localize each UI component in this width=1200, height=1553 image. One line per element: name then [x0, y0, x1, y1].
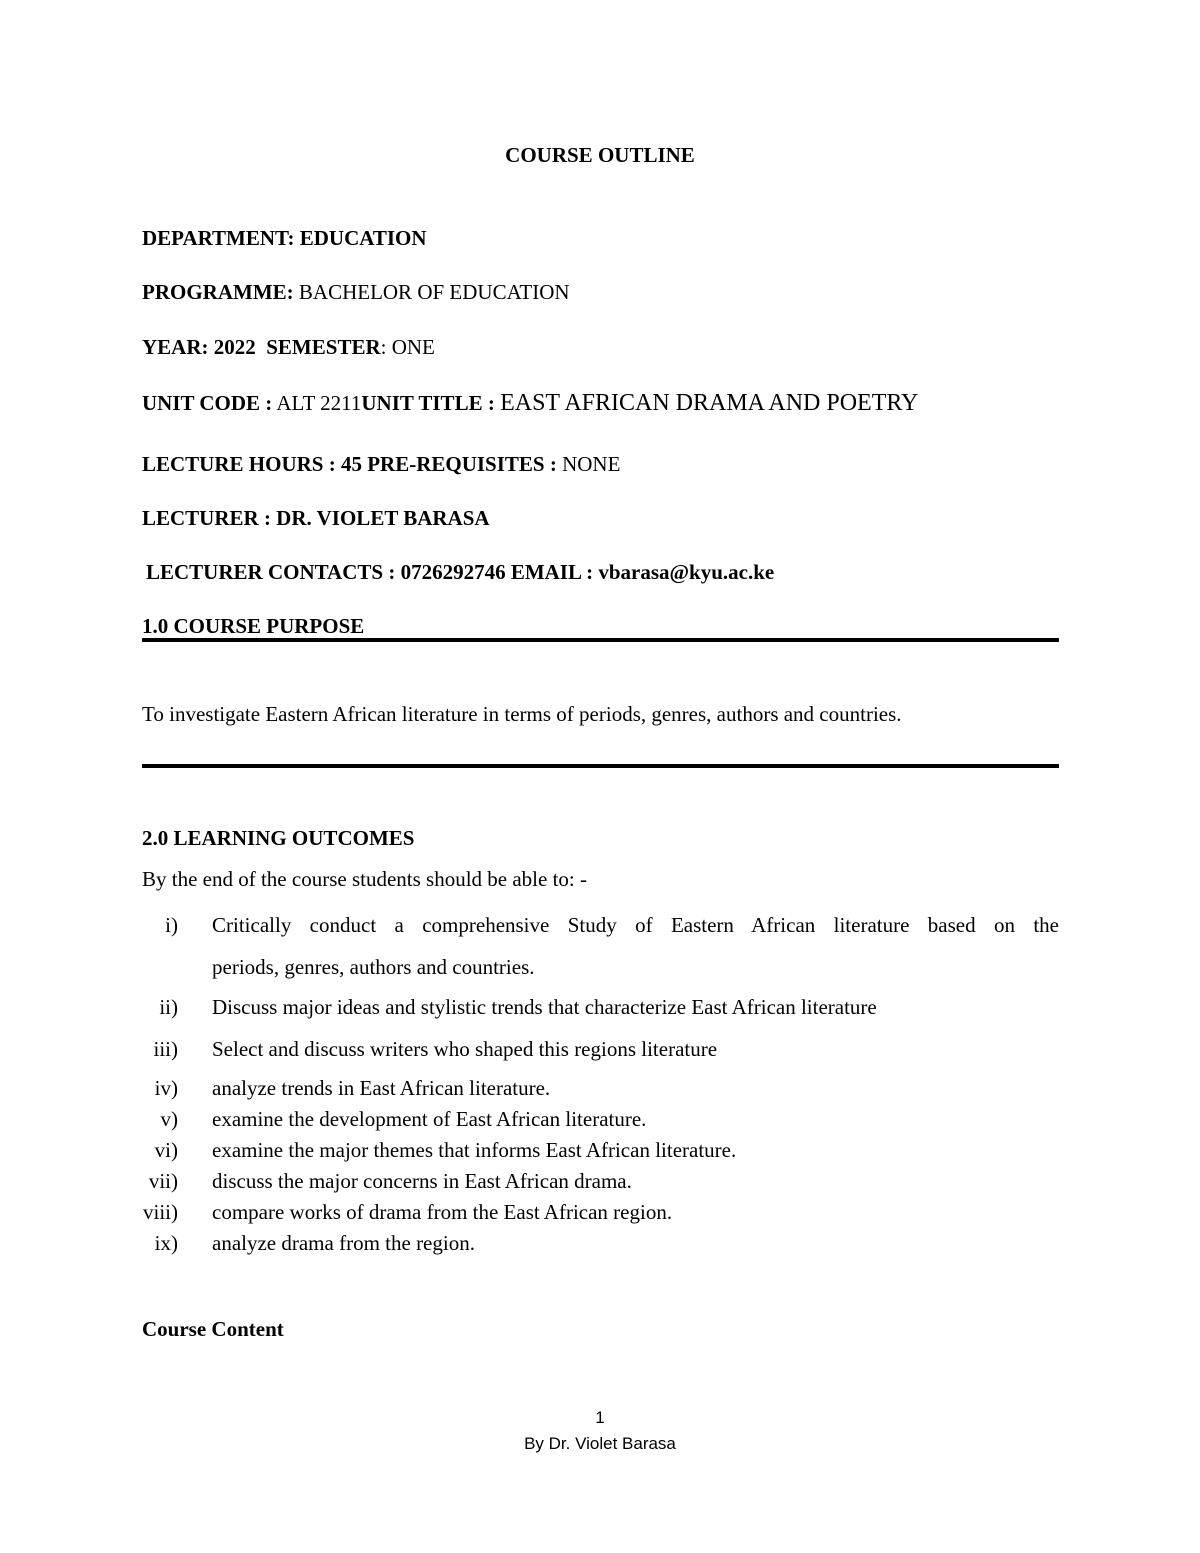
outcome-item: Select and discuss writers who shaped this regions literature — [212, 1037, 718, 1061]
purpose-heading: 1.0 COURSE PURPOSE — [142, 614, 365, 638]
outcome-number: v) — [160, 1107, 178, 1131]
footer-author: By Dr. Violet Barasa — [524, 1434, 676, 1453]
page-number: 1 — [595, 1408, 605, 1427]
outcome-item: examine the major themes that informs East African literature. — [212, 1138, 737, 1162]
lecturer-contacts-line: LECTURER CONTACTS : 0726292746 EMAIL : vbarasa@kyu.ac.ke — [146, 560, 775, 584]
outcome-item: analyze trends in East African literature. — [212, 1076, 551, 1100]
outcome-number: i) — [165, 913, 178, 937]
year-label: YEAR: 2022 — [142, 335, 256, 359]
outcomes-heading: 2.0 LEARNING OUTCOMES — [142, 826, 415, 850]
outcome-item-continued: periods, genres, authors and countries. — [212, 955, 535, 979]
unit-title-label: UNIT TITLE : — [361, 391, 495, 415]
department-line: DEPARTMENT: EDUCATION — [142, 226, 427, 250]
outcome-item: compare works of drama from the East African region. — [212, 1200, 673, 1224]
programme-label: PROGRAMME: — [142, 280, 294, 304]
page-title: COURSE OUTLINE — [505, 143, 695, 167]
lecture-hours-label: LECTURE HOURS : 45 PRE-REQUISITES : — [142, 452, 557, 476]
outcome-number: viii) — [143, 1200, 178, 1224]
outcome-number: iii) — [153, 1037, 178, 1061]
outcome-number: ix) — [154, 1231, 178, 1255]
outcome-item: analyze drama from the region. — [212, 1231, 475, 1255]
unit-code-label: UNIT CODE : — [142, 391, 273, 415]
outcome-item: discuss the major concerns in East African drama. — [212, 1169, 632, 1193]
lecturer-line: LECTURER : DR. VIOLET BARASA — [142, 506, 490, 530]
purpose-text: To investigate Eastern African literature in terms of periods, genres, authors and countries. — [142, 702, 902, 726]
outcomes-intro: By the end of the course students should be able to: - — [142, 867, 587, 891]
purpose-top-rule — [142, 638, 1059, 642]
programme-value: BACHELOR OF EDUCATION — [298, 280, 570, 304]
outcome-number: vi) — [154, 1138, 178, 1162]
outcome-number: ii) — [159, 995, 178, 1019]
programme-line — [142, 279, 570, 305]
lecture-hours-line — [142, 451, 620, 477]
semester-label: SEMESTER — [266, 335, 381, 359]
outcome-number: iv) — [154, 1076, 178, 1100]
outcome-item: Discuss major ideas and stylistic trends that characterize East African literature — [212, 995, 877, 1019]
course-content-heading: Course Content — [142, 1317, 284, 1341]
purpose-bottom-rule — [142, 764, 1059, 768]
semester-value: : ONE — [380, 335, 435, 359]
prerequisites-value: NONE — [562, 452, 621, 476]
outcome-number: vii) — [148, 1169, 178, 1193]
outcome-item: Critically conduct a comprehensive Study of Eastern African literature based on the — [212, 913, 1059, 937]
unit-line — [142, 390, 918, 416]
year-semester-line — [142, 334, 435, 360]
outcome-item: examine the development of East African literature. — [212, 1107, 647, 1131]
unit-code-value: ALT 2211 — [276, 391, 362, 415]
unit-title-value: EAST AFRICAN DRAMA AND POETRY — [500, 390, 919, 416]
